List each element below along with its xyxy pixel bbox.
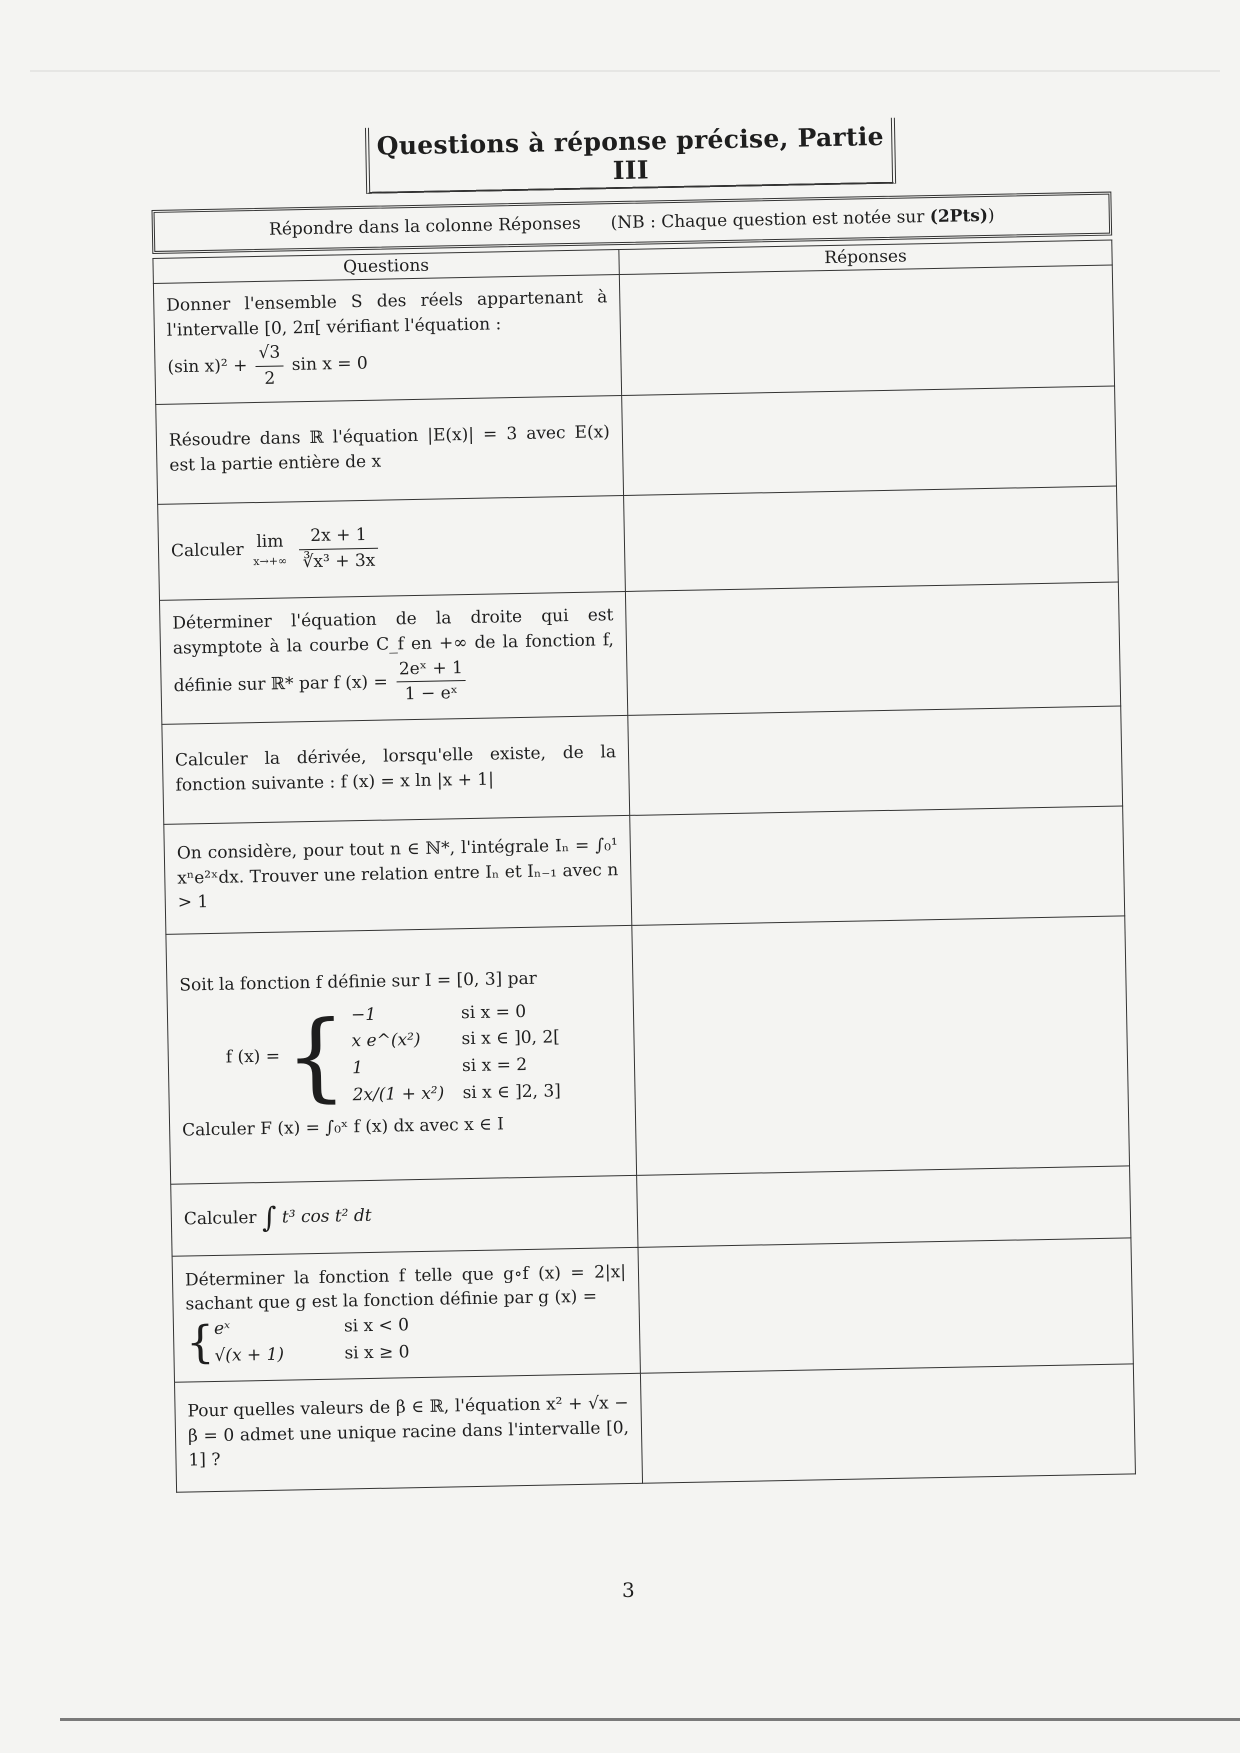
points-note: (NB : Chaque question est notée sur (2Pts)) [610, 205, 995, 234]
brace: { [284, 999, 348, 1113]
question-10: Pour quelles valeurs de β ∈ ℝ, l'équation x² + √x − β = 0 admet une unique racine dans l'intervalle [0, 1] ? [174, 1373, 642, 1492]
question-9: Déterminer la fonction f telle que g∘f (x) = 2|x| sachant que g est la fonction définie par g (x) = { eˣ si x < 0 √(x + 1) si x ≥ 0 [172, 1247, 640, 1382]
answer-cell[interactable] [625, 582, 1120, 715]
question-5: Calculer la dérivée, lorsqu'elle existe, de la fonction suivante : f (x) = x ln |x + 1| [162, 715, 630, 824]
brace: { [185, 1316, 215, 1369]
answer-cell[interactable] [638, 1237, 1133, 1372]
question-1: Donner l'ensemble S des réels appartenant à l'intervalle [0, 2π[ vérifiant l'équation : (sin x)² + $\frac{√3}{2}$ sin x = 0 [153, 275, 621, 404]
question-2: Résoudre dans ℝ l'équation |E(x)| = 3 avec E(x) est la partie entière de x [156, 395, 624, 504]
fraction: $\frac{\text{2eˣ + 1}}{\text{1 − eˣ}}$ [396, 656, 467, 708]
qa-table [152, 240, 1136, 1493]
section-title: Questions à réponse précise, Partie III [365, 118, 896, 194]
question-row [162, 706, 1123, 824]
answer-cell[interactable] [630, 806, 1125, 925]
question-6: On considère, pour tout n ∈ ℕ*, l'intégrale Iₙ = ∫₀¹ xⁿe²ˣdx. Trouver une relation entre Iₙ et Iₙ₋₁ avec n > 1 [164, 815, 632, 934]
piecewise-definition: f (x) = { −1 si x = 0 x e^(x²) si x ∈ ]0, 2[ 1 si x = 2 2x/(1 + x²) si x ∈ ]2, 3] [225, 998, 623, 1110]
answer-cell[interactable] [619, 265, 1114, 395]
answer-cell[interactable] [624, 486, 1119, 591]
fraction: $\frac{2x + 1}{\text{∛x³ + 3x}}$ [299, 523, 379, 575]
cases: eˣ si x < 0 √(x + 1) si x ≥ 0 [213, 1315, 410, 1366]
piecewise-g [186, 1309, 628, 1369]
instruction-text: Répondre dans la colonne Réponses [268, 213, 581, 240]
question-7: Soit la fonction f définie sur I = [0, 3] par f (x) = { −1 si x = 0 x e^(x²) si x ∈ ]0, 2[ 1 si x = 2 2x/(1 + x²) si x ∈ ]2, 3] Calculer F (x) = ∫₀ˣ f (x) dx avec x ∈ I [166, 925, 637, 1184]
question-row [153, 265, 1114, 404]
answer-cell[interactable] [640, 1363, 1135, 1482]
question-row [156, 386, 1117, 504]
answer-cell[interactable] [622, 386, 1117, 495]
answers-header: Réponses [619, 240, 1112, 274]
answer-cell[interactable] [637, 1165, 1131, 1246]
question-row [159, 582, 1120, 724]
question-8: Calculer ∫ t³ cos t² dt [171, 1175, 638, 1256]
question-row [172, 1237, 1133, 1381]
page-number: 3 [622, 1578, 635, 1602]
question-3: Calculer lim x→+∞ $\frac{2x + 1}{\text{∛x³ + 3x}}$ [158, 495, 626, 600]
answer-cell[interactable] [628, 706, 1123, 815]
question-row [174, 1363, 1135, 1491]
question-row [158, 486, 1119, 600]
question-4: Déterminer l'équation de la droite qui est asymptote à la courbe C_f en +∞ de la fonction f, définie sur ℝ* par f (x) = $\frac{\text{2eˣ + 1}}{\text{1 − eˣ}}$ [159, 591, 627, 724]
scan-edge-top [30, 70, 1220, 72]
question-row [164, 806, 1125, 934]
limit: lim x→+∞ [253, 531, 288, 569]
integral-sign: ∫ [261, 1200, 277, 1234]
question-row [166, 915, 1130, 1183]
answer-cell[interactable] [632, 915, 1130, 1174]
questions-header: Questions [153, 250, 619, 284]
points-value: (2Pts) [929, 205, 989, 228]
cases: −1 si x = 0 x e^(x²) si x ∈ ]0, 2[ 1 si x = 2 2x/(1 + x²) si x ∈ ]2, 3] [350, 1001, 562, 1105]
exam-sheet [150, 114, 1136, 1493]
fraction: $\frac{√3}{2}$ [255, 341, 284, 392]
scan-edge-bottom [60, 1718, 1240, 1721]
